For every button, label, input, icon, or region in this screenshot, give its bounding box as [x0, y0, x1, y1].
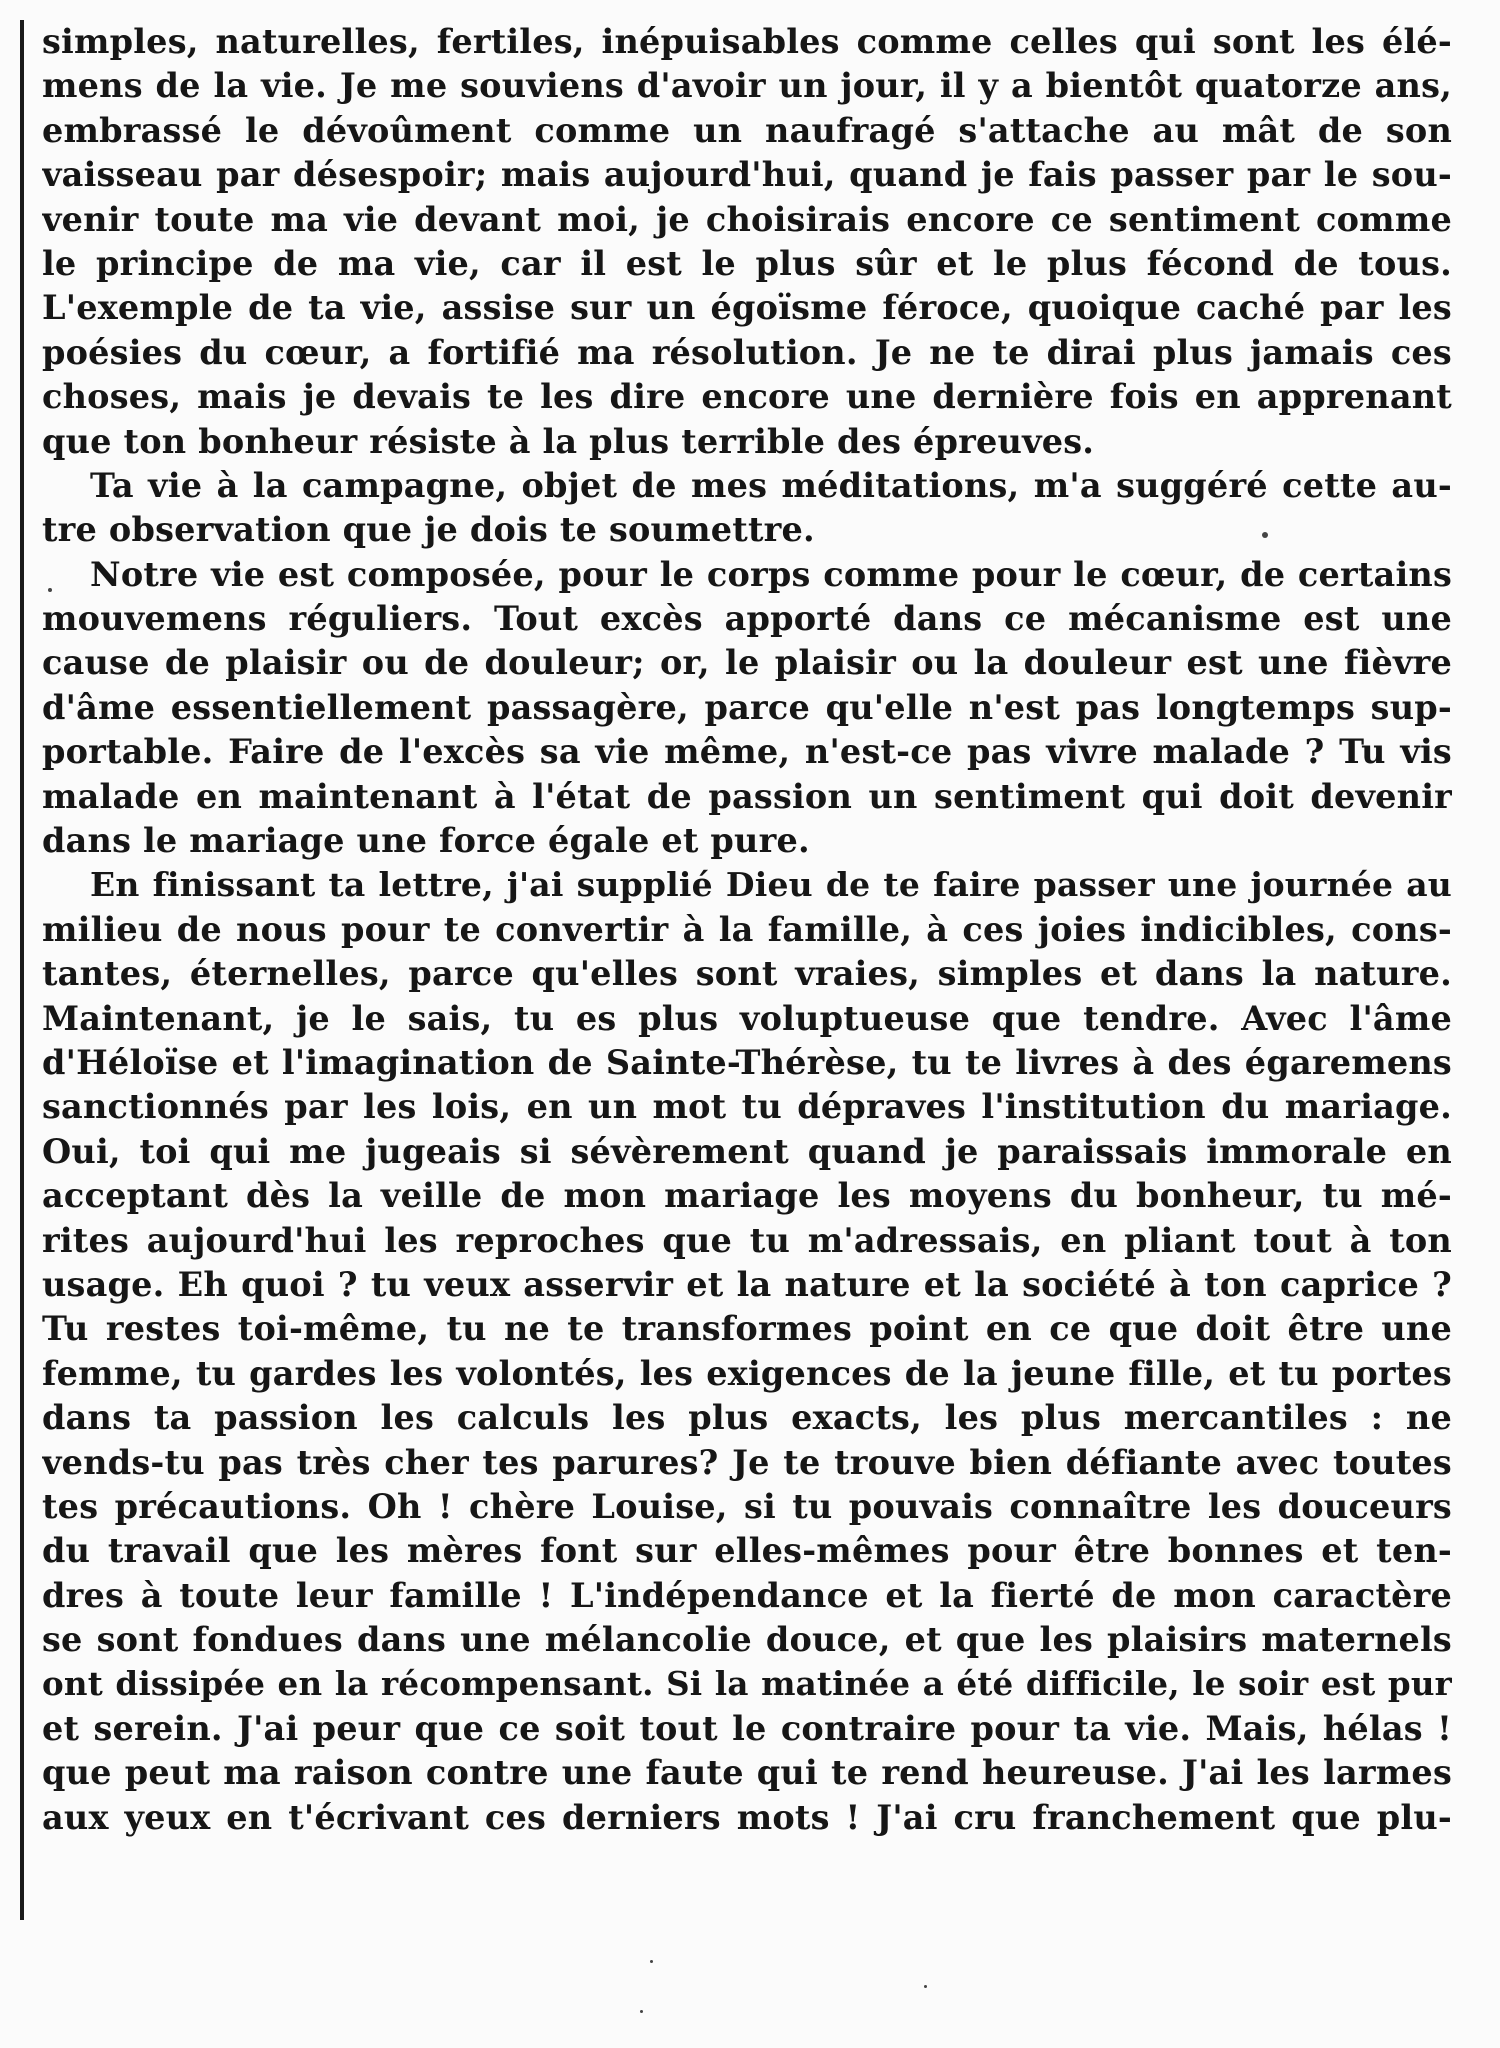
- text-line: usage. Eh quoi ? tu veux asservir et la nature et la société à ton caprice ?: [42, 1264, 1452, 1304]
- text-line: rites aujourd'hui les reproches que tu m'adressais, en pliant tout à ton: [42, 1220, 1452, 1260]
- text-line: vends-tu pas très cher tes parures? Je te trouve bien défiante avec toutes: [42, 1442, 1452, 1482]
- text-line: vaisseau par désespoir; mais aujourd'hui, quand je fais passer par le sou-: [42, 155, 1452, 195]
- text-line: simples, naturelles, fertiles, inépuisables comme celles qui sont les élé-: [42, 22, 1452, 61]
- text-line: portable. Faire de l'excès sa vie même, n'est-ce pas vivre malade ? Tu vis: [42, 732, 1452, 772]
- text-line: et serein. J'ai peur que ce soit tout le contraire pour ta vie. Mais, hélas !: [42, 1708, 1452, 1748]
- column-rule: [20, 20, 24, 1920]
- text-line: acceptant dès la veille de mon mariage les moyens du bonheur, tu mé-: [42, 1176, 1452, 1216]
- print-speck: [48, 588, 52, 592]
- print-speck: [640, 2010, 643, 2013]
- text-line: Oui, toi qui me jugeais si sévèrement quand je paraissais immorale en: [42, 1131, 1452, 1171]
- text-line: ont dissipée en la récompensant. Si la matinée a été difficile, le soir est pur: [42, 1664, 1452, 1704]
- text-line: mens de la vie. Je me souviens d'avoir un jour, il y a bientôt quatorze ans,: [42, 66, 1452, 106]
- text-line: d'Héloïse et l'imagination de Sainte-Thérèse, tu te livres à des égaremens: [42, 1042, 1452, 1082]
- text-line: Notre vie est composée, pour le corps comme pour le cœur, de certains: [90, 554, 1452, 594]
- text-line: d'âme essentiellement passagère, parce qu'elle n'est pas longtemps sup-: [42, 687, 1452, 727]
- text-line: dans le mariage une force égale et pure.: [42, 821, 810, 861]
- text-line: venir toute ma vie devant moi, je choisirais encore ce sentiment comme: [42, 199, 1452, 239]
- text-line: embrassé le dévoûment comme un naufragé s'attache au mât de son: [42, 110, 1452, 150]
- text-line: tes précautions. Oh ! chère Louise, si tu pouvais connaître les douceurs: [42, 1486, 1452, 1526]
- text-line: milieu de nous pour te convertir à la famille, à ces joies indicibles, cons-: [42, 909, 1452, 949]
- text-line: tre observation que je dois te soumettre.: [42, 510, 815, 550]
- text-line: Tu restes toi-même, tu ne te transformes point en ce que doit être une: [42, 1309, 1452, 1349]
- text-line: que peut ma raison contre une faute qui te rend heureuse. J'ai les larmes: [42, 1753, 1452, 1793]
- print-speck: [924, 1985, 927, 1988]
- text-line: Ta vie à la campagne, objet de mes méditations, m'a suggéré cette au-: [90, 465, 1452, 505]
- text-line: dans ta passion les calculs les plus exacts, les plus mercantiles : ne: [42, 1398, 1452, 1438]
- text-line: du travail que les mères font sur elles-mêmes pour être bonnes et ten-: [42, 1531, 1452, 1571]
- text-line: choses, mais je devais te les dire encore une dernière fois en apprenant: [42, 377, 1452, 417]
- text-line: tantes, éternelles, parce qu'elles sont vraies, simples et dans la nature.: [42, 954, 1452, 994]
- text-line: femme, tu gardes les volontés, les exigences de la jeune fille, et tu portes: [42, 1353, 1452, 1393]
- article-text-column: [42, 20, 1452, 1840]
- text-line: poésies du cœur, a fortifié ma résolution. Je ne te dirai plus jamais ces: [42, 332, 1452, 372]
- text-line: L'exemple de ta vie, assise sur un égoïsme féroce, quoique caché par les: [42, 288, 1452, 328]
- text-line: Maintenant, je le sais, tu es plus voluptueuse que tendre. Avec l'âme: [42, 998, 1452, 1038]
- text-line: le principe de ma vie, car il est le plus sûr et le plus fécond de tous.: [42, 243, 1452, 283]
- text-line: malade en maintenant à l'état de passion un sentiment qui doit devenir: [42, 776, 1452, 816]
- text-line: En finissant ta lettre, j'ai supplié Dieu de te faire passer une journée au: [90, 865, 1452, 905]
- text-line: sanctionnés par les lois, en un mot tu dépraves l'institution du mariage.: [42, 1087, 1452, 1127]
- print-speck: [650, 1960, 653, 1963]
- text-line: aux yeux en t'écrivant ces derniers mots ! J'ai cru franchement que plu-: [42, 1797, 1452, 1837]
- text-line: dres à toute leur famille ! L'indépendance et la fierté de mon caractère: [42, 1575, 1452, 1615]
- text-line: cause de plaisir ou de douleur; or, le plaisir ou la douleur est une fièvre: [42, 643, 1452, 683]
- print-speck: [1262, 532, 1268, 538]
- text-line: mouvemens réguliers. Tout excès apporté dans ce mécanisme est une: [42, 599, 1452, 639]
- text-line: que ton bonheur résiste à la plus terrible des épreuves.: [42, 421, 1095, 461]
- text-line: se sont fondues dans une mélancolie douce, et que les plaisirs maternels: [42, 1620, 1452, 1660]
